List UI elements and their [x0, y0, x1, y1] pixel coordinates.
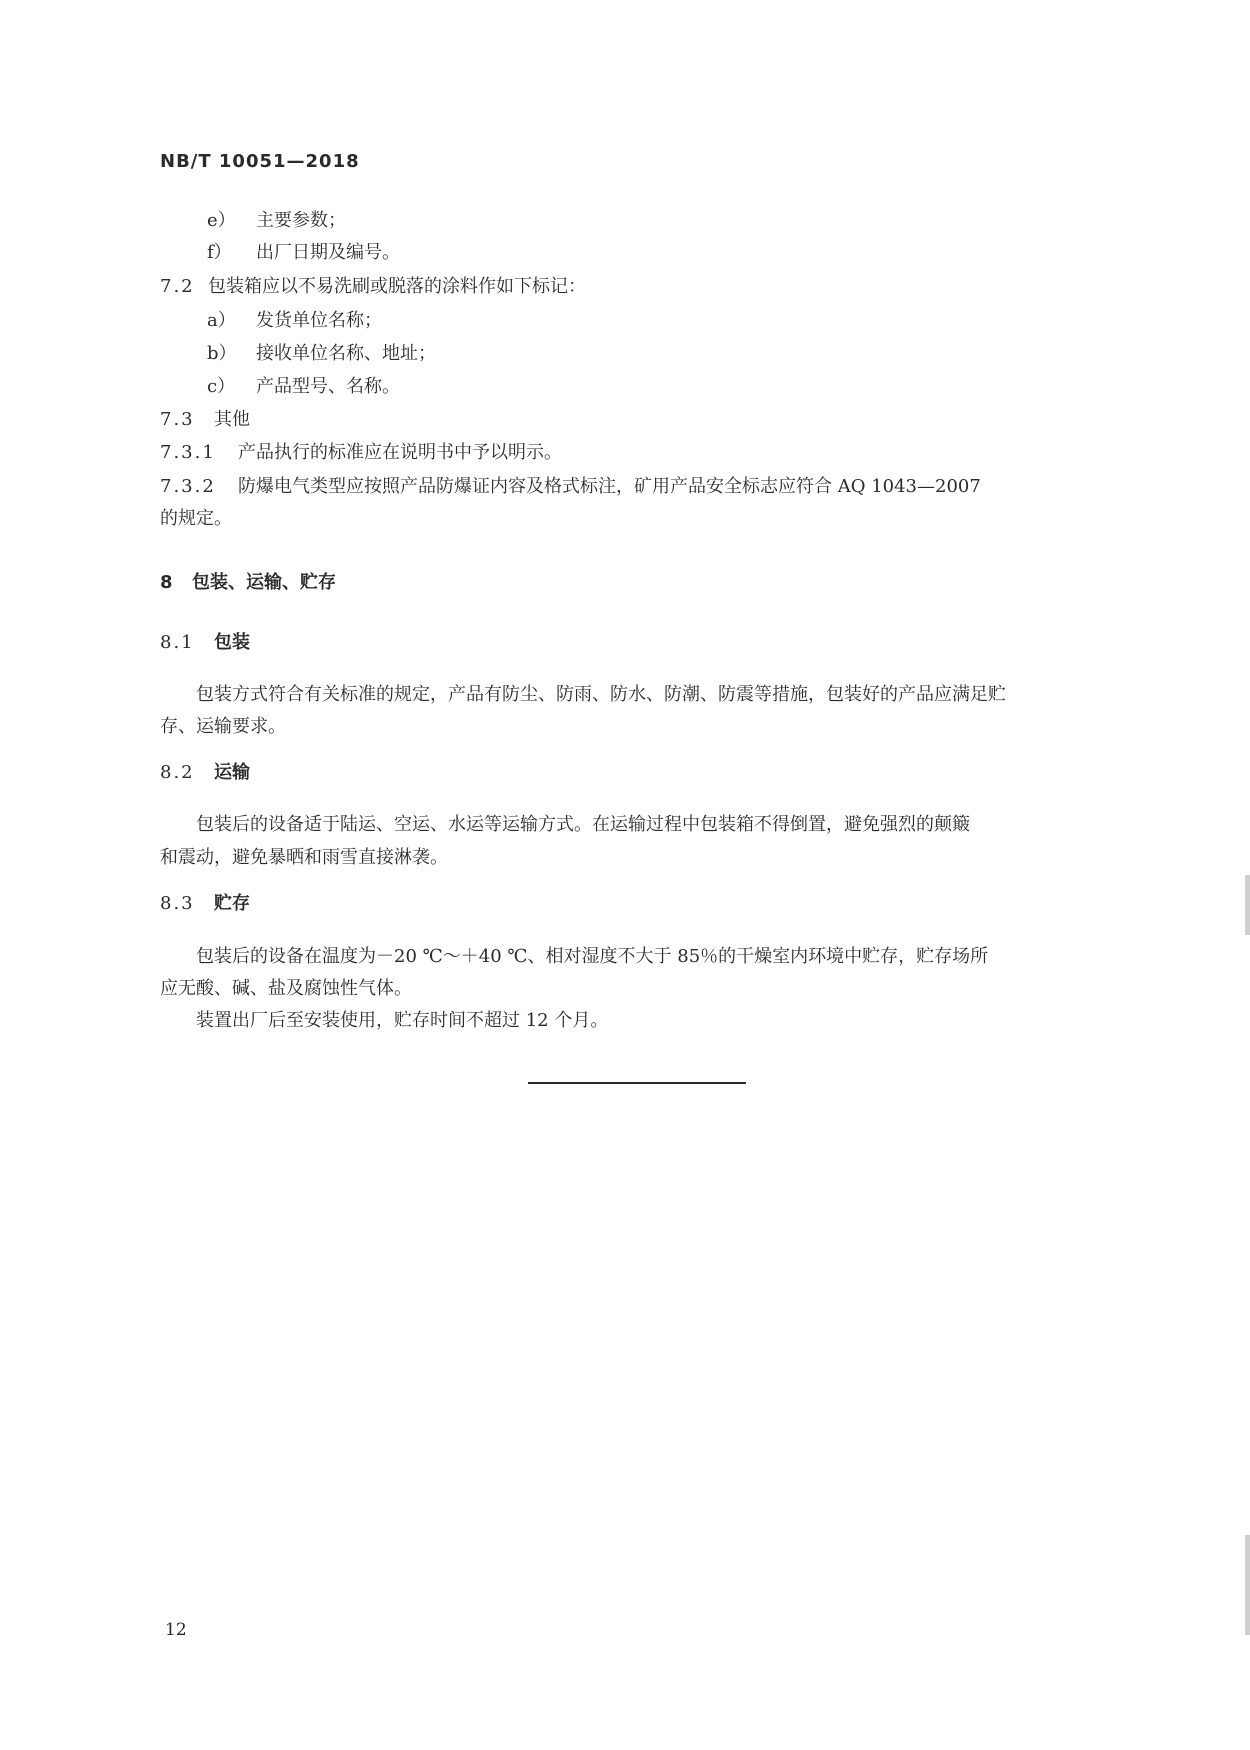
clause-8-3-number: 8.3: [160, 893, 195, 914]
list-label-a: a）: [207, 310, 236, 331]
scan-edge-mark: [1245, 875, 1250, 935]
clause-8-2-number: 8.2: [160, 762, 195, 783]
clause-7-3-2-number: 7.3.2: [160, 476, 216, 497]
clause-8-1-line-2: 存、运输要求。: [160, 716, 286, 737]
clause-8-3-line-2: 应无酸、碱、盐及腐蚀性气体。: [160, 978, 412, 999]
chapter-8-title: 包装、运输、贮存: [192, 572, 336, 593]
clause-8-1-line-1: 包装方式符合有关标准的规定，产品有防尘、防雨、防水、防潮、防震等措施，包装好的产品应满足贮: [196, 684, 1006, 705]
page-number: 12: [165, 1620, 187, 1640]
clause-8-3-line-3: 装置出厂后至安装使用，贮存时间不超过 12 个月。: [196, 1010, 609, 1031]
clause-7-2-number: 7.2: [160, 276, 195, 297]
clause-8-2-line-2: 和震动，避免暴晒和雨雪直接淋袭。: [160, 847, 448, 868]
list-label-e: e）: [207, 210, 236, 231]
clause-8-3-title: 贮存: [214, 893, 250, 914]
clause-7-2-text: 包装箱应以不易洗刷或脱落的涂料作如下标记：: [208, 276, 586, 297]
clause-7-3-number: 7.3: [160, 409, 195, 430]
clause-7-3-1-number: 7.3.1: [160, 442, 216, 463]
clause-8-1-title: 包装: [214, 632, 250, 653]
list-label-c: c）: [207, 376, 236, 397]
chapter-8-number: 8: [160, 572, 173, 593]
list-label-f: f）: [207, 242, 232, 263]
clause-8-2-line-1: 包装后的设备适于陆运、空运、水运等运输方式。在运输过程中包装箱不得倒置，避免强烈的颠簸: [196, 814, 970, 835]
clause-7-3-1-text: 产品执行的标准应在说明书中予以明示。: [238, 442, 562, 463]
scan-edge-mark: [1245, 1535, 1250, 1635]
clause-7-3-text: 其他: [214, 409, 250, 430]
list-item-a: 发货单位名称；: [256, 310, 382, 331]
clause-7-3-2-line-1: 防爆电气类型应按照产品防爆证内容及格式标注，矿用产品安全标志应符合 AQ 1043—2007: [238, 476, 981, 497]
clause-7-3-2-line-2: 的规定。: [160, 508, 232, 529]
list-item-e: 主要参数；: [256, 210, 346, 231]
clause-8-2-title: 运输: [214, 762, 250, 783]
list-label-b: b）: [207, 343, 237, 364]
list-item-f: 出厂日期及编号。: [256, 242, 400, 263]
clause-8-1-number: 8.1: [160, 632, 195, 653]
clause-8-3-line-1: 包装后的设备在温度为－20 ℃～＋40 ℃、相对湿度不大于 85％的干燥室内环境中贮存，贮存场所: [196, 946, 989, 967]
list-item-c: 产品型号、名称。: [256, 376, 400, 397]
list-item-b: 接收单位名称、地址；: [256, 343, 436, 364]
end-of-document-rule: [528, 1082, 746, 1084]
document-code: NB/T 10051—2018: [160, 151, 360, 172]
